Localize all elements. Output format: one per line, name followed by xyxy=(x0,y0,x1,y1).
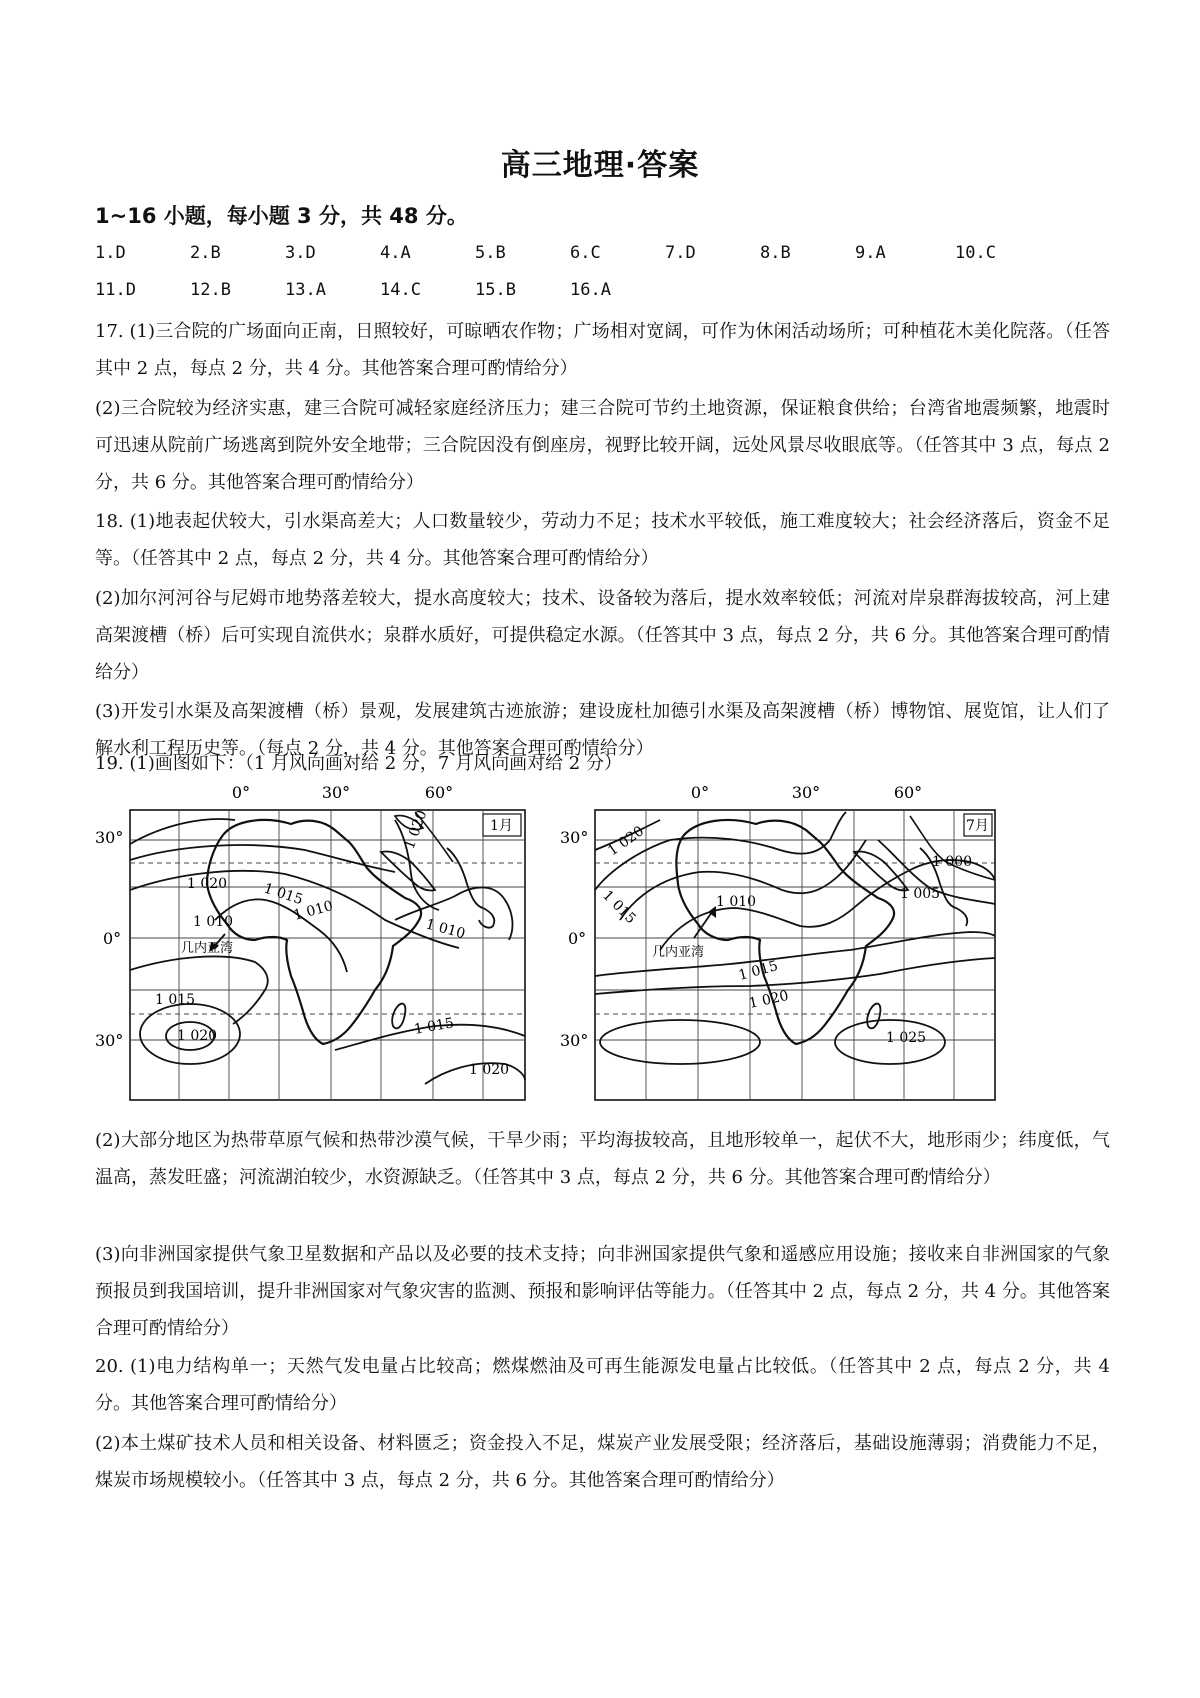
q19-part3: (3)向非洲国家提供气象卫星数据和产品以及必要的技术支持；向非洲国家提供气象和遥感应用设施；接收来自非洲国家的气象预报员到我国培训，提升非洲国家对气象灾害的监测、预报和影响评估等能力。（任答其中 2 点，每点 2 分，共 4 分。其他答案合理可酌情给分） xyxy=(95,1244,1110,1339)
month-label: 7月 xyxy=(966,818,989,834)
isobar-label: 1 010 xyxy=(423,916,467,943)
current-label: 几内亚湾 xyxy=(652,945,705,960)
lon-label: 60° xyxy=(893,783,923,802)
isobar-line xyxy=(595,812,846,890)
current-label: 几内亚湾 xyxy=(181,941,234,956)
isobar-label: 1 020 xyxy=(605,823,648,860)
madagascar-outline xyxy=(392,1004,405,1029)
isobar-label: 1 020 xyxy=(469,1062,510,1078)
lon-label: 30° xyxy=(321,783,351,802)
answer-item: 2.B xyxy=(190,243,221,263)
july-map-svg xyxy=(560,780,1020,1115)
july-pressure-map xyxy=(560,780,1020,1115)
isobar-label: 1 005 xyxy=(900,886,941,902)
answer-item: 7.D xyxy=(665,243,696,263)
isobar-label: 1 015 xyxy=(736,958,780,984)
january-pressure-map xyxy=(95,780,535,1115)
isobar-label: 1 025 xyxy=(886,1030,927,1046)
africa-outline xyxy=(207,820,421,1044)
answer-item: 14.C xyxy=(380,280,421,300)
isobar-label: 1 010 xyxy=(193,914,234,930)
answer-item: 1.D xyxy=(95,243,126,263)
answer-item: 10.C xyxy=(955,243,996,263)
isobar-label: 1 020 xyxy=(747,987,791,1012)
isobar-label: 1 015 xyxy=(599,887,639,928)
q19-part2: (2)大部分地区为热带草原气候和热带沙漠气候，干旱少雨；平均海拔较高，且地形较单一，起伏不大，地形雨少；纬度低，气温高，蒸发旺盛；河流湖泊较少，水资源缺乏。（任答其中 3 点，每点 2 分，共 6 分。其他答案合理可酌情给分） xyxy=(95,1130,1110,1188)
madagascar-outline xyxy=(867,1004,880,1029)
lon-label: 0° xyxy=(690,783,710,802)
lon-label: 30° xyxy=(791,783,821,802)
q20-part1: 20. (1)电力结构单一；天然气发电量占比较高；燃煤燃油及可再生能源发电量占比较低。（任答其中 2 点，每点 2 分，共 4 分。其他答案合理可酌情给分） xyxy=(95,1356,1110,1414)
lon-label: 60° xyxy=(424,783,454,802)
isobar-label: 1 020 xyxy=(401,808,431,852)
answer-item: 6.C xyxy=(570,243,601,263)
lat-label: 0° xyxy=(103,929,122,948)
lat-label: 30° xyxy=(560,1031,589,1050)
isobar-label: 1 010 xyxy=(716,894,757,910)
isobar-label: 1 000 xyxy=(932,854,973,870)
answer-item: 16.A xyxy=(570,280,611,300)
q18-part3: (3)开发引水渠及高架渡槽（桥）景观，发展建筑古迹旅游；建设庞杜加德引水渠及高架渡槽（桥）博物馆、展览馆，让人们了解水利工程历史等。（每点 2 分，共 4 分。其他答案合理可酌情给分） xyxy=(95,701,1110,759)
isobar-label: 1 010 xyxy=(291,898,335,924)
isobar-line xyxy=(595,958,995,994)
isobar-label: 1 015 xyxy=(412,1015,456,1038)
arabia-outline xyxy=(854,851,908,890)
answer-item: 5.B xyxy=(475,243,506,263)
lat-label: 30° xyxy=(560,828,589,847)
isobar-label: 1 020 xyxy=(187,876,228,892)
month-label: 1月 xyxy=(490,818,513,834)
isobar-label: 1 020 xyxy=(177,1028,218,1044)
page-title: 高三地理·答案 xyxy=(500,148,700,183)
answer-item: 3.D xyxy=(285,243,316,263)
isobar-label: 1 015 xyxy=(155,992,196,1008)
q17-part2: (2)三合院较为经济实惠，建三合院可减轻家庭经济压力；建三合院可节约土地资源，保证粮食供给；台湾省地震频繁，地震时可迅速从院前广场逃离到院外安全地带；三合院因没有倒座房，视野比较开阔，远处风景尽收眼底等。（任答其中 3 点，每点 2 分，共 6 分。其他答案合理可酌情给分） xyxy=(95,398,1110,493)
q18-part2: (2)加尔河河谷与尼姆市地势落差较大，提水高度较大；技术、设备较为落后，提水效率较低；河流对岸泉群海拔较高，河上建高架渡槽（桥）后可实现自流供水；泉群水质好，可提供稳定水源。（任答其中 3 点，每点 2 分，共 6 分。其他答案合理可酌情给分） xyxy=(95,588,1110,683)
lon-label: 0° xyxy=(231,783,251,802)
lat-label: 0° xyxy=(568,929,587,948)
lat-label: 30° xyxy=(95,1031,124,1050)
lat-label: 30° xyxy=(95,828,124,847)
answer-item: 8.B xyxy=(760,243,791,263)
answer-item: 15.B xyxy=(475,280,516,300)
section-header: 1~16 小题，每小题 3 分，共 48 分。 xyxy=(95,204,468,228)
answer-item: 9.A xyxy=(855,243,886,263)
answer-item: 4.A xyxy=(380,243,411,263)
answer-item: 12.B xyxy=(190,280,231,300)
q20-part2: (2)本土煤矿技术人员和相关设备、材料匮乏；资金投入不足，煤炭产业发展受限；经济落后，基础设施薄弱；消费能力不足，煤炭市场规模较小。（任答其中 3 点，每点 2 分，共 6 分。其他答案合理可酌情给分） xyxy=(95,1433,1110,1491)
africa-outline xyxy=(676,820,894,1044)
q18-part1: 18. (1)地表起伏较大，引水渠高差大；人口数量较少，劳动力不足；技术水平较低，施工难度较大；社会经济落后，资金不足等。（任答其中 2 点，每点 2 分，共 4 分。其他答案合理可酌情给分） xyxy=(95,511,1110,569)
isobar-line xyxy=(600,1020,760,1064)
q19-part1: 19. (1)画图如下：（1 月风向画对给 2 分，7 月风向画对给 2 分） xyxy=(95,753,622,774)
january-map-svg xyxy=(95,780,535,1115)
q17-part1: 17. (1)三合院的广场面向正南，日照较好，可晾晒农作物；广场相对宽阔，可作为休闲活动场所；可种植花木美化院落。（任答其中 2 点，每点 2 分，共 4 分。其他答案合理可酌情给分） xyxy=(95,321,1110,379)
answer-item: 11.D xyxy=(95,280,136,300)
answer-item: 13.A xyxy=(285,280,326,300)
isobar-label: 1 015 xyxy=(261,880,305,909)
